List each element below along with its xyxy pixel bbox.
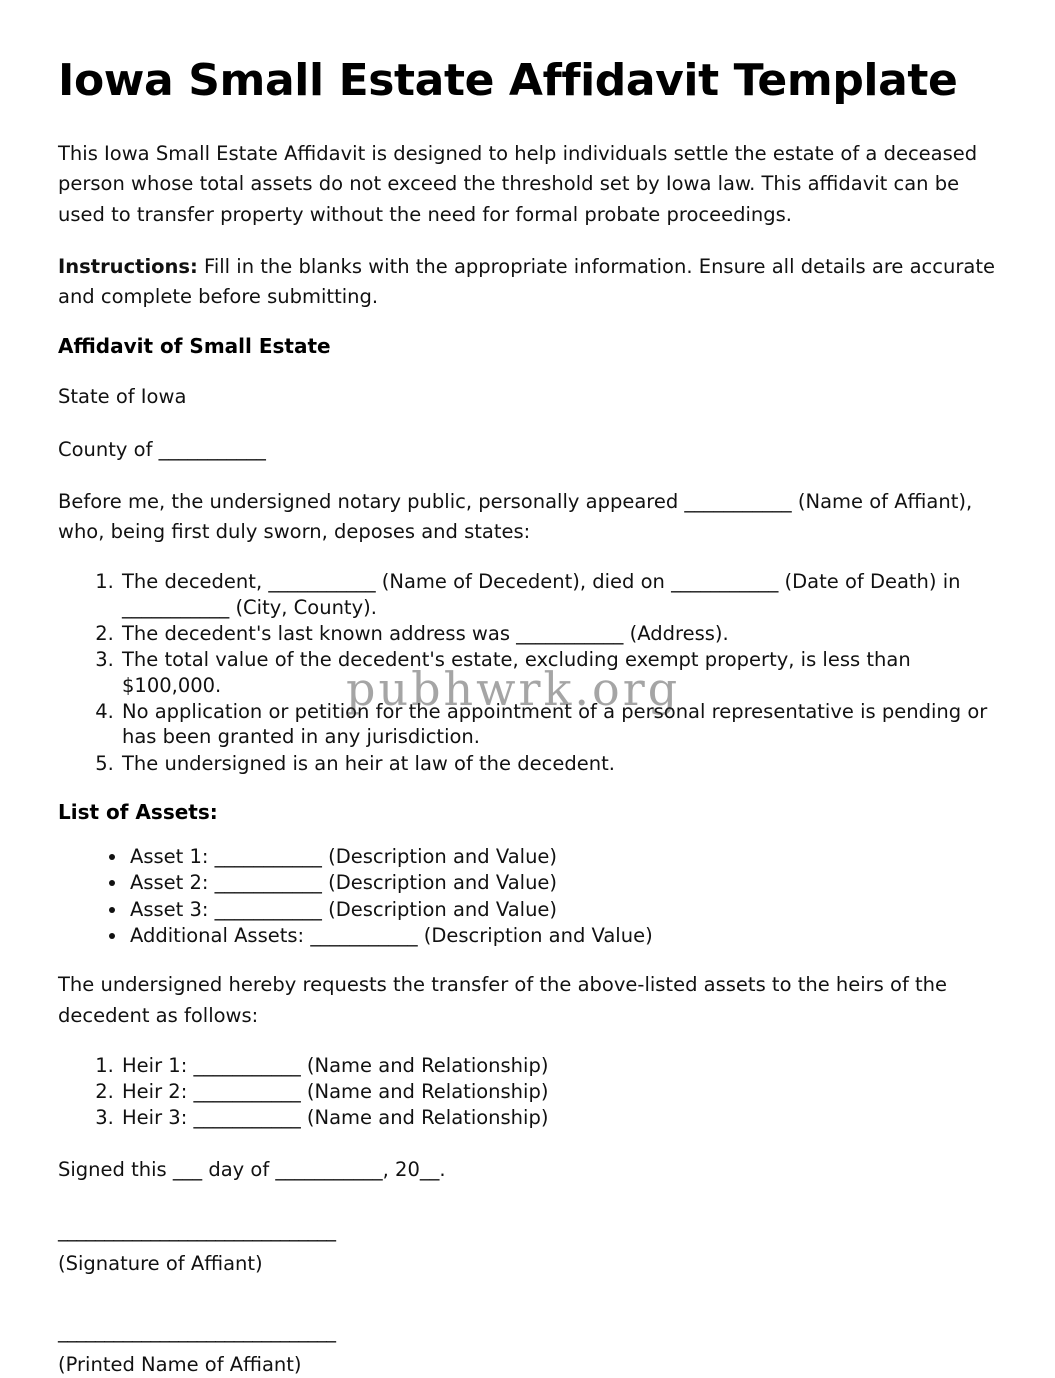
- heirs-list: [58, 1053, 995, 1131]
- notary-paragraph: Before me, the undersigned notary public, personally appeared ___________ (Name of Affiant), who, being first duly sworn, deposes and states:: [58, 489, 973, 544]
- statements-list: [58, 569, 995, 776]
- list-item: 3. The total value of the decedent's estate, excluding exempt property, is less than $100,000.: [120, 647, 995, 698]
- watermark: pubhwrk.org: [346, 662, 681, 716]
- printed-name-caption: (Printed Name of Affiant): [58, 1353, 302, 1377]
- signed-date-line: Signed this ___ day of ___________, 20__.: [58, 1157, 446, 1181]
- list-item: • Additional Assets: ___________ (Description and Value): [128, 923, 995, 948]
- assets-list: [58, 844, 995, 948]
- signature-block: [58, 1219, 995, 1378]
- list-item: • Asset 2: ___________ (Description and Value): [128, 870, 995, 895]
- transfer-paragraph: The undersigned hereby requests the transfer of the above-listed assets to the heirs of the decedent as follows:: [58, 973, 948, 1027]
- list-item: 4. No application or petition for the appointment of a personal representative is pending or has been granted in any jurisdiction.: [120, 699, 995, 750]
- page-title: Iowa Small Estate Affidavit Template: [58, 55, 958, 106]
- signature-rule: ______________________________: [58, 1219, 336, 1243]
- county-line: County of ___________: [58, 437, 266, 461]
- affidavit-heading: Affidavit of Small Estate: [58, 334, 331, 359]
- list-item: 1. Heir 1: ___________ (Name and Relationship): [120, 1053, 995, 1078]
- instructions-paragraph: [58, 252, 995, 312]
- list-item: • Asset 1: ___________ (Description and Value): [128, 844, 995, 869]
- signature-caption: (Signature of Affiant): [58, 1252, 263, 1276]
- instructions-label: Instructions:: [58, 254, 198, 278]
- printed-name-rule: ______________________________: [58, 1319, 336, 1343]
- intro-paragraph: This Iowa Small Estate Affidavit is designed to help individuals settle the estate of a deceased person whose total assets do not exceed the threshold set by Iowa law. This affidavit can be used to transfer property without the need for formal probate proceedings.: [58, 142, 978, 226]
- assets-heading: List of Assets:: [58, 799, 218, 824]
- list-item: 2. The decedent's last known address was ___________ (Address).: [120, 621, 995, 646]
- list-item: • Asset 3: ___________ (Description and Value): [128, 897, 995, 922]
- list-item: 3. Heir 3: ___________ (Name and Relationship): [120, 1105, 995, 1130]
- state-line: State of Iowa: [58, 385, 187, 409]
- instructions-text: Fill in the blanks with the appropriate information. Ensure all details are accurate and complete before submitting.: [58, 254, 995, 309]
- list-item: 5. The undersigned is an heir at law of the decedent.: [120, 751, 995, 776]
- list-item: 2. Heir 2: ___________ (Name and Relationship): [120, 1079, 995, 1104]
- list-item: 1. The decedent, ___________ (Name of Decedent), died on ___________ (Date of Death) in ___________ (City, County).: [120, 569, 995, 620]
